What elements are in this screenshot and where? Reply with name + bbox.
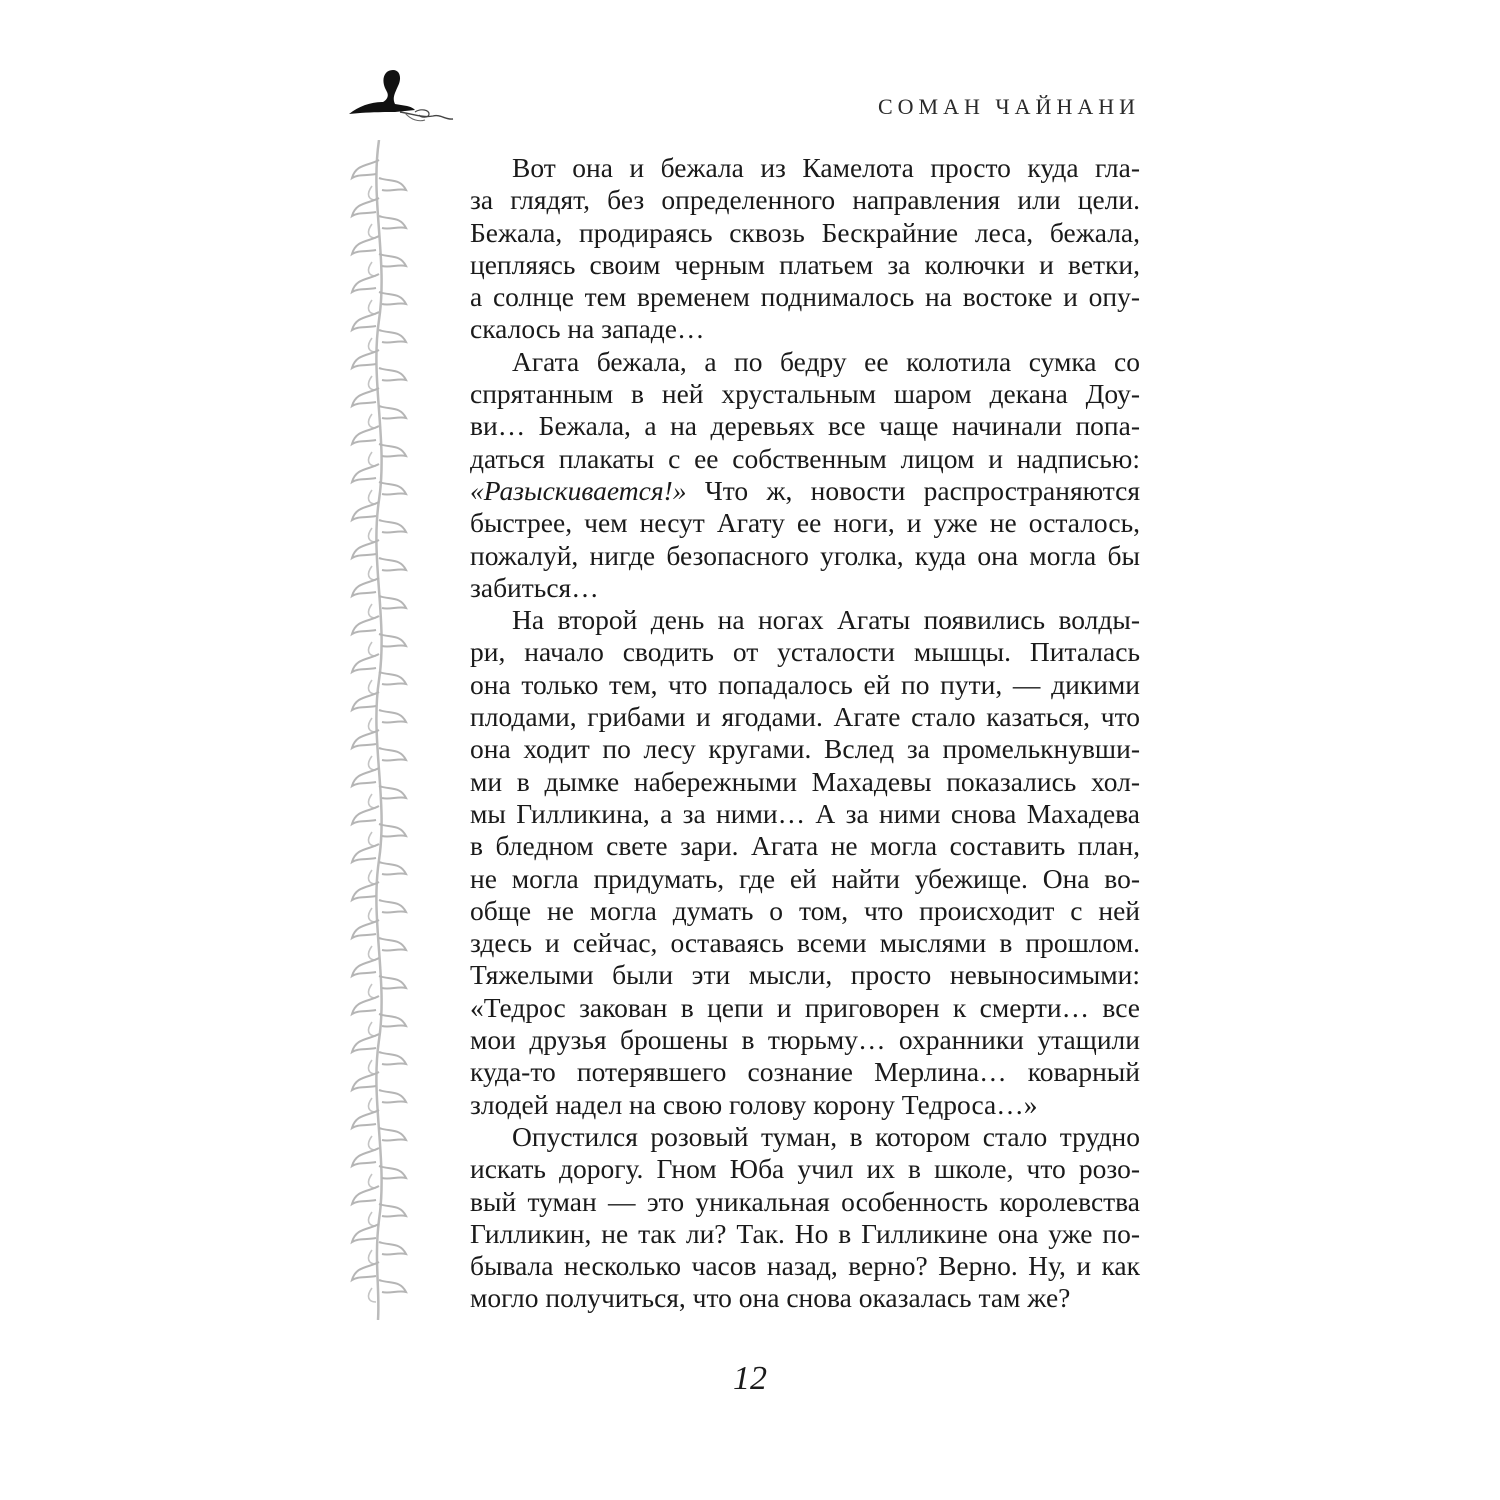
text-line: быстрее, чем несут Агату ее ноги, и уже не осталось, [470, 507, 1140, 539]
text-line: спрятанным в ней хрустальным шаром декана Доу- [470, 378, 1140, 410]
text-line: ри, начало сводить от усталости мышцы. Питалась [470, 636, 1140, 668]
page-number: 12 [733, 1360, 767, 1397]
text-line: Гилликин, не так ли? Так. Но в Гилликине она уже по- [470, 1217, 1140, 1249]
text-line: Бежала, продираясь сквозь Бескрайние леса, бежала, [470, 216, 1140, 248]
body-text [470, 152, 1140, 1315]
text-line: мы Гилликина, а за ними… А за ними снова Махадева [470, 797, 1140, 829]
text-line: могло получиться, что она снова оказалась там же? [470, 1282, 1071, 1314]
text-line: «Тедрос закован в цепи и приговорен к смерти… все [470, 991, 1140, 1023]
running-head-author: СОМАН ЧАЙНАНИ [877, 94, 1140, 119]
text-line: Агата бежала, а по бедру ее колотила сумка со [512, 345, 1140, 377]
text-line: Опустился розовый туман, в котором стало трудно [512, 1120, 1140, 1152]
text-line: в бледном свете зари. Агата не могла составить план, [470, 830, 1140, 862]
text-line: забиться… [470, 571, 599, 603]
text-line: искать дорогу. Гном Юба учил их в школе, что розо- [470, 1153, 1140, 1185]
text-line: она ходит по лесу кругами. Вслед за промелькнувши- [470, 733, 1140, 765]
text-line: а солнце тем временем поднималось на востоке и опу- [470, 281, 1140, 313]
text-line: вый туман — это уникальная особенность королевства [470, 1185, 1140, 1217]
thorn-vine-icon [348, 140, 410, 1320]
text-line: ви… Бежала, а на деревьях все чаще начинали попа- [470, 410, 1140, 442]
text-line: скалось на западе… [470, 313, 705, 345]
text-line: куда-то потерявшего сознание Мерлина… коварный [470, 1056, 1140, 1088]
emphasis-text: «Разыскивается!» [470, 474, 687, 506]
text-line: злодей надел на свою голову корону Тедроса…» [470, 1088, 1038, 1120]
text-line: мои друзья брошены в тюрьму… охранники утащили [470, 1024, 1140, 1056]
text-line: не могла придумать, где ей найти убежище. Она во- [470, 862, 1140, 894]
text-line: ми в дымке набережными Махадевы показались хол- [470, 765, 1140, 797]
text-line: «Разыскивается!» Что ж, новости распространяются [470, 474, 1140, 506]
swan-icon [345, 68, 455, 130]
text-line: пожалуй, нигде безопасного уголка, куда она могла бы [470, 539, 1140, 571]
text-line: На второй день на ногах Агаты появились волды- [512, 604, 1140, 636]
text-line: Тяжелыми были эти мысли, просто невыносимыми: [470, 959, 1140, 991]
text-line: здесь и сейчас, оставаясь всеми мыслями в прошлом. [470, 927, 1140, 959]
text-line: плодами, грибами и ягодами. Агате стало казаться, что [470, 701, 1140, 733]
text-line: даться плакаты с ее собственным лицом и надписью: [470, 442, 1140, 474]
text-line: она только тем, что попадалось ей по пути, — дикими [470, 668, 1140, 700]
text-line: цепляясь своим черным платьем за колючки и ветки, [470, 248, 1140, 280]
text-line: обще не могла думать о том, что происходит с ней [470, 894, 1140, 926]
text-line: Вот она и бежала из Камелота просто куда гла- [512, 152, 1140, 183]
text-line: за глядят, без определенного направления или цели. [470, 184, 1140, 216]
text-line: бывала несколько часов назад, верно? Верно. Ну, и как [470, 1250, 1140, 1282]
